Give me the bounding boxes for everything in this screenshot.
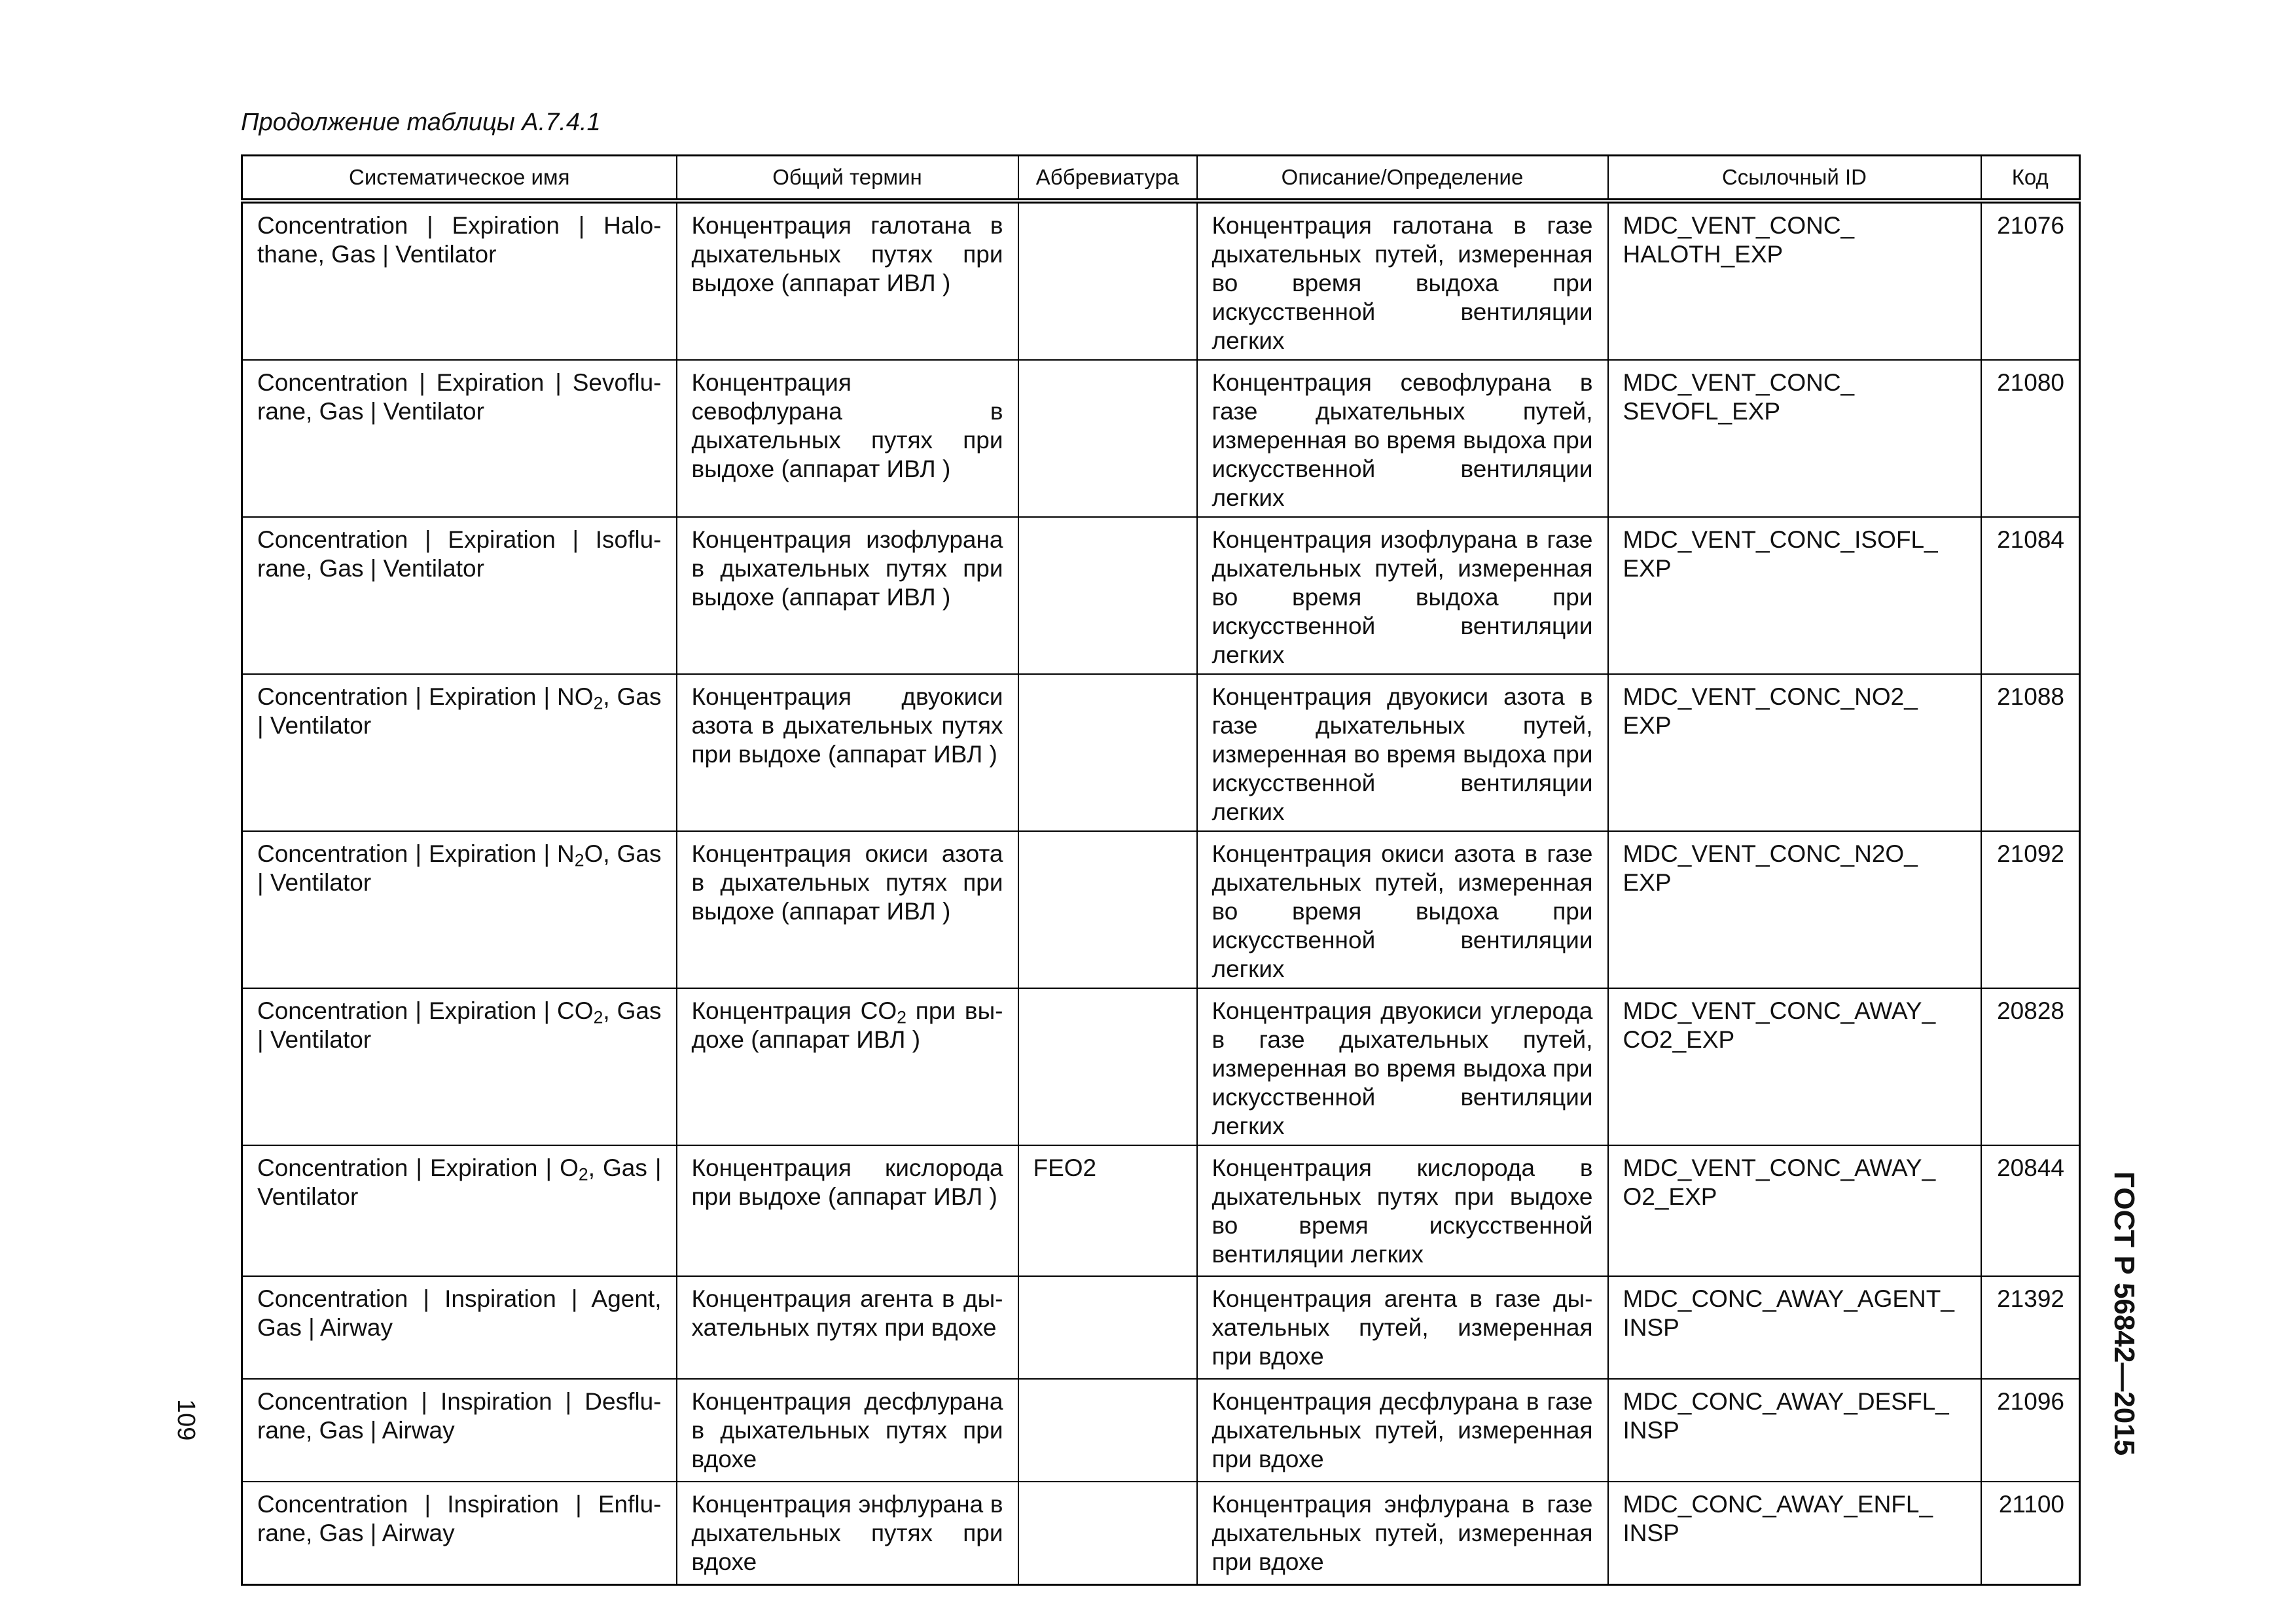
cell-code: 21392 [1981, 1276, 2080, 1379]
cell-code: 20844 [1981, 1145, 2080, 1276]
table-row [242, 1379, 2080, 1482]
cell-code: 21088 [1981, 674, 2080, 831]
cell-systematic-name: Concentration | Inspiration | Enflu-rane, Gas | Airway [242, 1482, 677, 1584]
cell-reference-id: MDC_CONC_AWAY_ENFL_ INSP [1608, 1482, 1981, 1584]
table-row [242, 517, 2080, 674]
name-text-start: Concentration | Expiration | O [257, 1154, 579, 1181]
table-caption: Продолжение таблицы А.7.4.1 [241, 109, 601, 136]
cell-systematic-name [242, 674, 677, 831]
table-row [242, 1482, 2080, 1584]
cell-systematic-name: Concentration | Expiration | Sevoflu-rane, Gas | Ventilator [242, 360, 677, 517]
cell-code: 21080 [1981, 360, 2080, 517]
name-text-end: , Gas | Ventilator [257, 683, 662, 739]
cell-abbreviation [1018, 1482, 1197, 1584]
cell-description: Концентрация окиси азота в газе дыхательных путей, измеренная во время выдоха при искусственной вентиляции легких [1197, 831, 1608, 988]
cell-common-term: Концентрация двуокиси азота в дыхательных путях при выдохе (аппарат ИВЛ ) [677, 674, 1018, 831]
cell-systematic-name [242, 988, 677, 1145]
cell-description: Концентрация энфлурана в газе дыхательных путей, измеренная при вдохе [1197, 1482, 1608, 1584]
cell-code: 21100 [1981, 1482, 2080, 1584]
table-header-row [242, 156, 2080, 202]
term-text-start: Концентрация CO [691, 997, 897, 1024]
cell-common-term: Концентрация галотана в дыхательных путях при выдохе (аппарат ИВЛ ) [677, 201, 1018, 360]
cell-common-term: Концентрация севофлурана в дыхательных путях при выдохе (аппарат ИВЛ ) [677, 360, 1018, 517]
table-row [242, 360, 2080, 517]
cell-abbreviation [1018, 517, 1197, 674]
table-row [242, 201, 2080, 360]
cell-code: 21092 [1981, 831, 2080, 988]
table-row [242, 831, 2080, 988]
cell-systematic-name: Concentration | Expiration | Isoflu-rane, Gas | Ventilator [242, 517, 677, 674]
cell-common-term: Концентрация энфлурана в дыхательных путях при вдохе [677, 1482, 1018, 1584]
page-number: 109 [172, 1399, 200, 1441]
cell-abbreviation [1018, 988, 1197, 1145]
cell-description: Концентрация севофлурана в газе дыхательных путей, измеренная во время выдоха при искусственной вентиляции легких [1197, 360, 1608, 517]
cell-description: Концентрация кислорода в дыхательных путях при выдохе во время искусственной вентиляции легких [1197, 1145, 1608, 1276]
cell-reference-id: MDC_VENT_CONC_N2O_ EXP [1608, 831, 1981, 988]
table-row [242, 988, 2080, 1145]
name-subscript: 2 [574, 850, 584, 870]
cell-abbreviation [1018, 831, 1197, 988]
cell-abbreviation [1018, 360, 1197, 517]
cell-code: 21084 [1981, 517, 2080, 674]
name-text-end: , Gas | Ventilator [257, 997, 662, 1053]
name-subscript: 2 [593, 693, 603, 713]
cell-systematic-name: Concentration | Expiration | Halo-thane, Gas | Ventilator [242, 201, 677, 360]
cell-abbreviation: FEO2 [1018, 1145, 1197, 1276]
cell-reference-id: MDC_CONC_AWAY_DESFL_ INSP [1608, 1379, 1981, 1482]
table-row [242, 1145, 2080, 1276]
document-standard-title: ГОСТ Р 56842—2015 [2108, 1171, 2140, 1456]
cell-systematic-name [242, 1145, 677, 1276]
cell-reference-id: MDC_VENT_CONC_AWAY_ CO2_EXP [1608, 988, 1981, 1145]
cell-systematic-name: Concentration | Inspiration | Desflu-rane, Gas | Airway [242, 1379, 677, 1482]
cell-systematic-name: Concentration | Inspiration | Agent, Gas | Airway [242, 1276, 677, 1379]
cell-abbreviation [1018, 1276, 1197, 1379]
cell-abbreviation [1018, 201, 1197, 360]
cell-reference-id: MDC_VENT_CONC_ SEVOFL_EXP [1608, 360, 1981, 517]
cell-code: 21076 [1981, 201, 2080, 360]
name-subscript: 2 [593, 1007, 603, 1027]
cell-common-term: Концентрация агента в ды-хательных путях при вдохе [677, 1276, 1018, 1379]
cell-reference-id: MDC_VENT_CONC_NO2_ EXP [1608, 674, 1981, 831]
name-text-end: , Gas | Ventilator [257, 1154, 662, 1210]
table-row [242, 1276, 2080, 1379]
term-subscript: 2 [897, 1007, 906, 1027]
column-header-systematic-name: Систематическое имя [242, 156, 677, 202]
cell-description: Концентрация изофлурана в газе дыхательных путей, измеренная во время выдоха при искусственной вентиляции легких [1197, 517, 1608, 674]
table-row [242, 674, 2080, 831]
cell-reference-id: MDC_VENT_CONC_AWAY_ O2_EXP [1608, 1145, 1981, 1276]
name-subscript: 2 [578, 1164, 588, 1185]
name-text-start: Concentration | Expiration | CO [257, 997, 594, 1024]
column-header-common-term: Общий термин [677, 156, 1018, 202]
cell-reference-id: MDC_VENT_CONC_ HALOTH_EXP [1608, 201, 1981, 360]
cell-description: Концентрация агента в газе ды-хательных путей, измеренная при вдохе [1197, 1276, 1608, 1379]
column-header-abbreviation: Аббревиатура [1018, 156, 1197, 202]
cell-description: Концентрация двуокиси азота в газе дыхательных путей, измеренная во время выдоха при искусственной вентиляции легких [1197, 674, 1608, 831]
cell-abbreviation [1018, 1379, 1197, 1482]
column-header-description: Описание/Определение [1197, 156, 1608, 202]
cell-common-term [677, 988, 1018, 1145]
cell-abbreviation [1018, 674, 1197, 831]
cell-common-term: Концентрация окиси азота в дыхательных путях при выдохе (аппарат ИВЛ ) [677, 831, 1018, 988]
term-text-end: при вы-дохе (аппарат ИВЛ ) [691, 997, 1003, 1053]
cell-common-term: Концентрация изофлурана в дыхательных путях при выдохе (аппарат ИВЛ ) [677, 517, 1018, 674]
cell-code: 20828 [1981, 988, 2080, 1145]
data-table [241, 154, 2081, 1586]
cell-description: Концентрация галотана в газе дыхательных путей, измеренная во время выдоха при искусственной вентиляции легких [1197, 201, 1608, 360]
cell-description: Концентрация двуокиси углерода в газе дыхательных путей, измеренная во время выдоха при искусственной вентиляции легких [1197, 988, 1608, 1145]
column-header-reference-id: Ссылочный ID [1608, 156, 1981, 202]
cell-reference-id: MDC_CONC_AWAY_AGENT_ INSP [1608, 1276, 1981, 1379]
cell-systematic-name [242, 831, 677, 988]
cell-description: Концентрация десфлурана в газе дыхательных путей, измеренная при вдохе [1197, 1379, 1608, 1482]
cell-code: 21096 [1981, 1379, 2080, 1482]
name-text-start: Concentration | Expiration | N [257, 840, 575, 867]
name-text-end: O, Gas | Ventilator [257, 840, 662, 896]
cell-reference-id: MDC_VENT_CONC_ISOFL_ EXP [1608, 517, 1981, 674]
name-text-start: Concentration | Expiration | NO [257, 683, 594, 710]
cell-common-term: Концентрация кислорода при выдохе (аппарат ИВЛ ) [677, 1145, 1018, 1276]
cell-common-term: Концентрация десфлурана в дыхательных путях при вдохе [677, 1379, 1018, 1482]
column-header-code: Код [1981, 156, 2080, 202]
